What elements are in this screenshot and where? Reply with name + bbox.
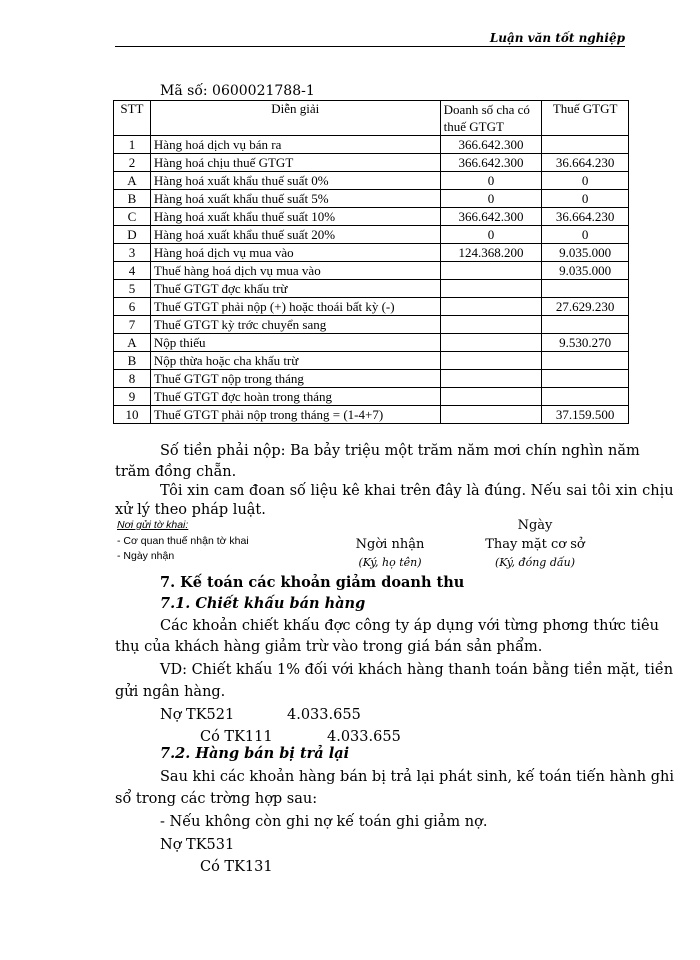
cell-stt: 6	[114, 298, 151, 316]
cell-revenue	[440, 370, 542, 388]
entry1-debit-amount: 4.033.655	[287, 707, 361, 723]
cell-vat	[542, 316, 629, 334]
declaration-text: Tôi xin cam đoan số liệu kê khai trên đây là đúng. Nếu sai tôi xin chịu	[160, 483, 674, 499]
header-stt: STT	[114, 101, 151, 136]
cell-stt: 10	[114, 406, 151, 424]
s72-case: - Nếu không còn ghi nợ kế toán ghi giảm nợ.	[160, 814, 488, 830]
cell-vat: 0	[542, 172, 629, 190]
cell-revenue	[440, 388, 542, 406]
table-row	[114, 388, 629, 406]
table-row	[114, 244, 629, 262]
cell-description: Hàng hoá xuất khẩu thuế suất 5%	[150, 190, 440, 208]
vat-declaration-table	[113, 100, 629, 424]
table-row	[114, 298, 629, 316]
representative-title: Thay mặt cơ sở	[485, 537, 585, 552]
cell-revenue: 0	[440, 172, 542, 190]
table-row	[114, 280, 629, 298]
section-7-title: 7. Kế toán các khoản giảm doanh thu	[160, 574, 465, 591]
cell-description: Thuế GTGT đợc hoàn trong tháng	[150, 388, 440, 406]
s71-example: VD: Chiết khấu 1% đối với khách hàng thanh toán bằng tiền mặt, tiền	[160, 662, 674, 678]
table-row	[114, 370, 629, 388]
cell-stt: B	[114, 352, 151, 370]
entry1-debit-account: Nợ TK521	[160, 707, 235, 723]
cell-revenue	[440, 406, 542, 424]
cell-description: Thuế GTGT nộp trong tháng	[150, 370, 440, 388]
cell-vat	[542, 136, 629, 154]
cell-revenue	[440, 334, 542, 352]
send-label: Nơi gửi tờ khai:	[117, 519, 189, 531]
receiver-title: Ngời nhận	[355, 537, 425, 552]
cell-vat: 36.664.230	[542, 208, 629, 226]
cell-revenue	[440, 352, 542, 370]
cell-stt: 4	[114, 262, 151, 280]
cell-revenue: 366.642.300	[440, 136, 542, 154]
cell-description: Thuế GTGT đợc khấu trừ	[150, 280, 440, 298]
section-7-2-title: 7.2. Hàng bán bị trả lại	[160, 745, 350, 762]
tax-code: Mã số: 0600021788-1	[160, 83, 315, 99]
cell-revenue: 366.642.300	[440, 154, 542, 172]
table-row	[114, 136, 629, 154]
cell-vat: 9.035.000	[542, 244, 629, 262]
cell-description: Hàng hoá xuất khẩu thuế suất 0%	[150, 172, 440, 190]
amount-text: Số tiền phải nộp: Ba bảy triệu một trăm năm mơi chín nghìn năm	[160, 443, 640, 459]
amount-text-cont: trăm đồng chẵn.	[115, 464, 237, 480]
table-row	[114, 208, 629, 226]
cell-description: Hàng hoá chịu thuế GTGT	[150, 154, 440, 172]
table-body	[114, 136, 629, 424]
cell-vat: 0	[542, 190, 629, 208]
s71-paragraph-cont: thụ của khách hàng giảm trừ vào trong giá bán sản phẩm.	[115, 639, 543, 655]
table-row	[114, 172, 629, 190]
cell-description: Thuế GTGT phải nộp (+) hoặc thoái bất kỳ (-)	[150, 298, 440, 316]
cell-description: Nộp thừa hoặc cha khấu trừ	[150, 352, 440, 370]
table-row	[114, 190, 629, 208]
send-item-agency: - Cơ quan thuế nhận tờ khai	[117, 535, 249, 547]
table-row	[114, 226, 629, 244]
table-row	[114, 334, 629, 352]
table-row	[114, 406, 629, 424]
cell-vat: 37.159.500	[542, 406, 629, 424]
header-vat: Thuế GTGT	[542, 101, 629, 136]
cell-description: Hàng hoá dịch vụ bán ra	[150, 136, 440, 154]
cell-stt: 9	[114, 388, 151, 406]
entry2-debit-account: Nợ TK531	[160, 837, 235, 853]
cell-stt: 8	[114, 370, 151, 388]
cell-vat: 9.530.270	[542, 334, 629, 352]
cell-revenue: 0	[440, 190, 542, 208]
cell-description: Thuế hàng hoá dịch vụ mua vào	[150, 262, 440, 280]
receiver-note: (Ký, họ tên)	[358, 556, 422, 569]
cell-revenue: 0	[440, 226, 542, 244]
table-row	[114, 262, 629, 280]
cell-vat: 27.629.230	[542, 298, 629, 316]
section-7-1-title: 7.1. Chiết khấu bán hàng	[160, 595, 366, 612]
cell-stt: 3	[114, 244, 151, 262]
cell-vat	[542, 388, 629, 406]
page-header	[115, 28, 625, 47]
cell-description: Nộp thiếu	[150, 334, 440, 352]
cell-vat: 9.035.000	[542, 262, 629, 280]
cell-stt: 1	[114, 136, 151, 154]
cell-vat	[542, 280, 629, 298]
cell-description: Hàng hoá dịch vụ mua vào	[150, 244, 440, 262]
cell-description: Hàng hoá xuất khẩu thuế suất 20%	[150, 226, 440, 244]
header-revenue: Doanh số cha có thuế GTGT	[440, 101, 542, 136]
cell-stt: A	[114, 172, 151, 190]
representative-note: (Ký, đóng dấu)	[495, 556, 575, 569]
s71-example-cont: gửi ngân hàng.	[115, 684, 226, 700]
cell-revenue	[440, 262, 542, 280]
table-row	[114, 154, 629, 172]
cell-vat: 36.664.230	[542, 154, 629, 172]
table-row	[114, 316, 629, 334]
cell-stt: 5	[114, 280, 151, 298]
cell-stt: 7	[114, 316, 151, 334]
cell-stt: A	[114, 334, 151, 352]
s71-paragraph: Các khoản chiết khấu đợc công ty áp dụng với từng phơng thức tiêu	[160, 618, 659, 634]
table-row	[114, 352, 629, 370]
cell-stt: D	[114, 226, 151, 244]
entry1-credit-account: Có TK111	[200, 729, 273, 745]
cell-vat: 0	[542, 226, 629, 244]
date-label: Ngày	[517, 518, 553, 533]
cell-revenue	[440, 316, 542, 334]
cell-revenue	[440, 280, 542, 298]
cell-stt: 2	[114, 154, 151, 172]
cell-description: Thuế GTGT phải nộp trong tháng = (1-4+7)	[150, 406, 440, 424]
cell-stt: C	[114, 208, 151, 226]
send-item-date: - Ngày nhận	[117, 550, 175, 562]
table-header-row	[114, 101, 629, 136]
s72-paragraph-cont: sổ trong các trờng hợp sau:	[115, 791, 318, 807]
cell-vat	[542, 370, 629, 388]
cell-vat	[542, 352, 629, 370]
cell-revenue: 366.642.300	[440, 208, 542, 226]
header-title: Luận văn tốt nghiệp	[489, 31, 625, 45]
s72-paragraph: Sau khi các khoản hàng bán bị trả lại phát sinh, kế toán tiến hành ghi	[160, 769, 674, 785]
entry1-credit-amount: 4.033.655	[327, 729, 401, 745]
cell-revenue: 124.368.200	[440, 244, 542, 262]
cell-stt: B	[114, 190, 151, 208]
cell-description: Thuế GTGT kỳ trớc chuyển sang	[150, 316, 440, 334]
declaration-text-cont: xử lý theo pháp luật.	[115, 502, 266, 518]
entry2-credit-account: Có TK131	[200, 859, 273, 875]
header-description: Diễn giải	[150, 101, 440, 136]
cell-description: Hàng hoá xuất khẩu thuế suất 10%	[150, 208, 440, 226]
cell-revenue	[440, 298, 542, 316]
